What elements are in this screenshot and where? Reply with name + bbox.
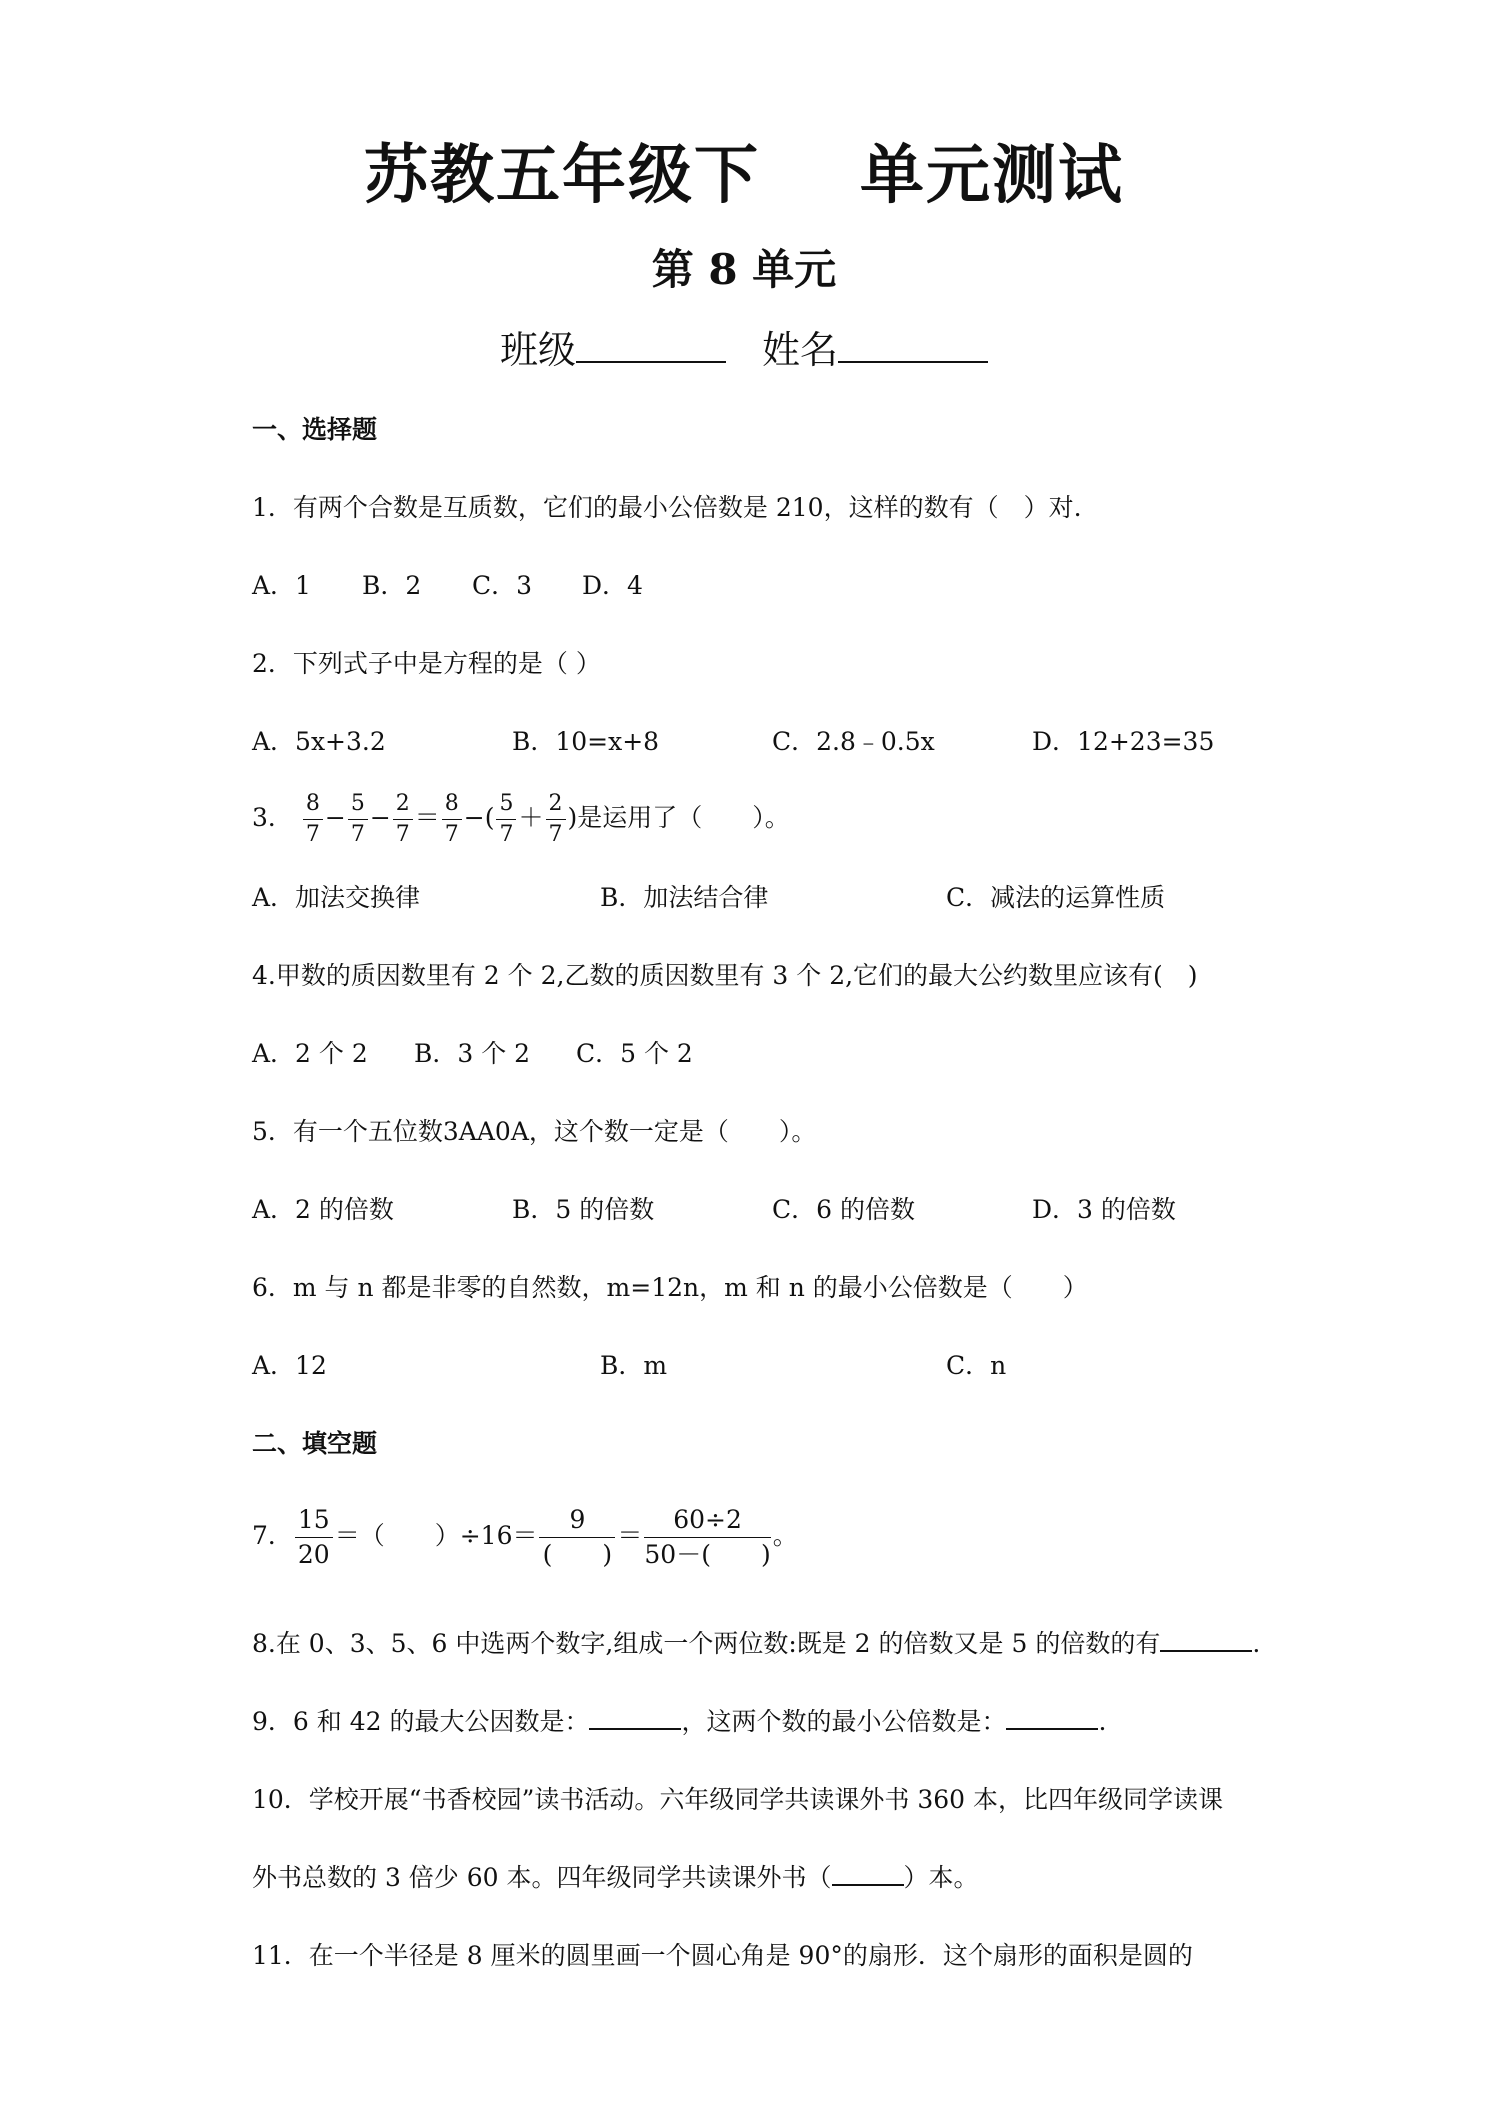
q3-fraction-3: $\frac{2}{7}$: [393, 789, 413, 850]
class-blank[interactable]: [576, 327, 726, 363]
question-4: 4.甲数的质因数里有 2 个 2,乙数的质因数里有 3 个 2,它们的最大公约数里应该有( ): [252, 961, 1198, 990]
q7-number: 7．: [252, 1521, 293, 1550]
q10-line2-a: 外书总数的 3 倍少 60 本。四年级同学共读课外书（: [252, 1863, 832, 1892]
q8-text: 8.在 0、3、5、6 中选两个数字,组成一个两位数:既是 2 的倍数又是 5 的倍数的有: [252, 1629, 1161, 1658]
q8-end: .: [1252, 1629, 1261, 1658]
q9-blank-lcm[interactable]: [1006, 1702, 1098, 1730]
q2-option-b[interactable]: B．10=x+8: [512, 727, 660, 756]
question-7: [252, 1500, 798, 1572]
section-choice-title: 一、选择题: [252, 415, 378, 444]
q1-option-a[interactable]: A．1: [252, 571, 311, 600]
q3-fraction-1: $\frac{8}{7}$: [303, 789, 323, 850]
page-title: [0, 136, 1488, 216]
q3-fraction-4: $\frac{8}{7}$: [442, 789, 462, 850]
q6-option-a[interactable]: A．12: [252, 1351, 327, 1380]
q2-option-d[interactable]: D．12+23=35: [1032, 727, 1215, 756]
q1-option-d[interactable]: D．4: [582, 571, 643, 600]
title-left: 苏教五年级下: [364, 139, 760, 213]
q7-fraction-2[interactable]: $\frac{9}{( )}$: [539, 1503, 615, 1572]
q7-middle: ＝（ ）÷16＝: [334, 1521, 538, 1550]
q4-option-b[interactable]: B．3 个 2: [414, 1039, 531, 1068]
q3-option-c[interactable]: C．减法的运算性质: [946, 883, 1166, 912]
name-blank[interactable]: [838, 327, 988, 363]
q5-option-a[interactable]: A．2 的倍数: [252, 1195, 394, 1224]
q3-option-a[interactable]: A．加法交换律: [252, 883, 421, 912]
q5-option-d[interactable]: D．3 的倍数: [1032, 1195, 1176, 1224]
class-name-line: [0, 322, 1488, 378]
q2-option-a[interactable]: A．5x+3.2: [252, 727, 386, 756]
q6-option-b[interactable]: B．m: [600, 1351, 668, 1380]
q1-option-b[interactable]: B．2: [362, 571, 422, 600]
q4-option-c[interactable]: C．5 个 2: [576, 1039, 693, 1068]
question-5: 5．有一个五位数3AA0A，这个数一定是（ ）。: [252, 1117, 817, 1146]
q7-fraction-3[interactable]: $\frac{60\div 2}{50-( )}$: [644, 1505, 771, 1569]
q2-option-c[interactable]: C．2.8﹣0.5x: [772, 727, 935, 756]
question-8: [252, 1624, 1260, 1664]
title-right: 单元测试: [860, 139, 1124, 213]
question-1: 1．有两个合数是互质数，它们的最小公倍数是 210，这样的数有（ ）对.: [252, 493, 1082, 522]
q3-number: 3．: [252, 803, 293, 832]
q9-blank-gcd[interactable]: [589, 1702, 681, 1730]
q9-end: .: [1098, 1707, 1107, 1736]
q3-suffix: 是运用了（ ）。: [577, 803, 790, 832]
name-label: 姓名: [762, 328, 839, 372]
q5-option-b[interactable]: B．5 的倍数: [512, 1195, 655, 1224]
question-6: 6．m 与 n 都是非零的自然数，m=12n，m 和 n 的最小公倍数是（ ）: [252, 1273, 1088, 1302]
q9-part1: 9．6 和 42 的最大公因数是：: [252, 1707, 590, 1736]
q3-fraction-2: $\frac{5}{7}$: [348, 789, 368, 850]
unit-subtitle: 第 8 单元: [651, 245, 837, 294]
q10-answer-blank[interactable]: [832, 1858, 904, 1886]
q5-option-c[interactable]: C．6 的倍数: [772, 1195, 915, 1224]
class-label: 班级: [499, 328, 576, 372]
q8-answer-blank[interactable]: [1160, 1624, 1252, 1652]
q3-fraction-6: $\frac{2}{7}$: [546, 789, 566, 850]
q4-option-a[interactable]: A．2 个 2: [252, 1039, 368, 1068]
q3-option-b[interactable]: B．加法结合律: [600, 883, 769, 912]
q3-fraction-5: $\frac{5}{7}$: [496, 789, 516, 850]
q7-fraction-1: $\frac{15}{20}$: [295, 1503, 333, 1572]
q6-option-c[interactable]: C．n: [946, 1351, 1007, 1380]
q1-option-c[interactable]: C．3: [472, 571, 533, 600]
question-9: [252, 1702, 1106, 1742]
question-10-line-1: 10．学校开展“书香校园”读书活动。六年级同学共读课外书 360 本，比四年级同学读课: [252, 1785, 1223, 1814]
q9-part2: ，这两个数的最小公倍数是：: [681, 1707, 1007, 1736]
question-10-line-2: [252, 1858, 979, 1898]
section-fill-title: 二、填空题: [252, 1429, 378, 1458]
q7-equals: ＝: [617, 1521, 643, 1550]
question-2: 2．下列式子中是方程的是（ ）: [252, 649, 601, 678]
q10-line2-b: ）本。: [903, 1863, 979, 1892]
q7-end: 。: [772, 1521, 798, 1550]
question-11: 11．在一个半径是 8 厘米的圆里画一个圆心角是 90°的扇形．这个扇形的面积是圆的: [252, 1941, 1193, 1970]
question-3: 3． $\frac{8}{7}$ − $\frac{5}{7}$ − $\frac{2}{7}$ ＝ $\frac{8}{7}$ −( $\frac{5}{7}$ ＋ $\frac{2}{7}$ )是运用了（ ）。: [252, 788, 790, 850]
